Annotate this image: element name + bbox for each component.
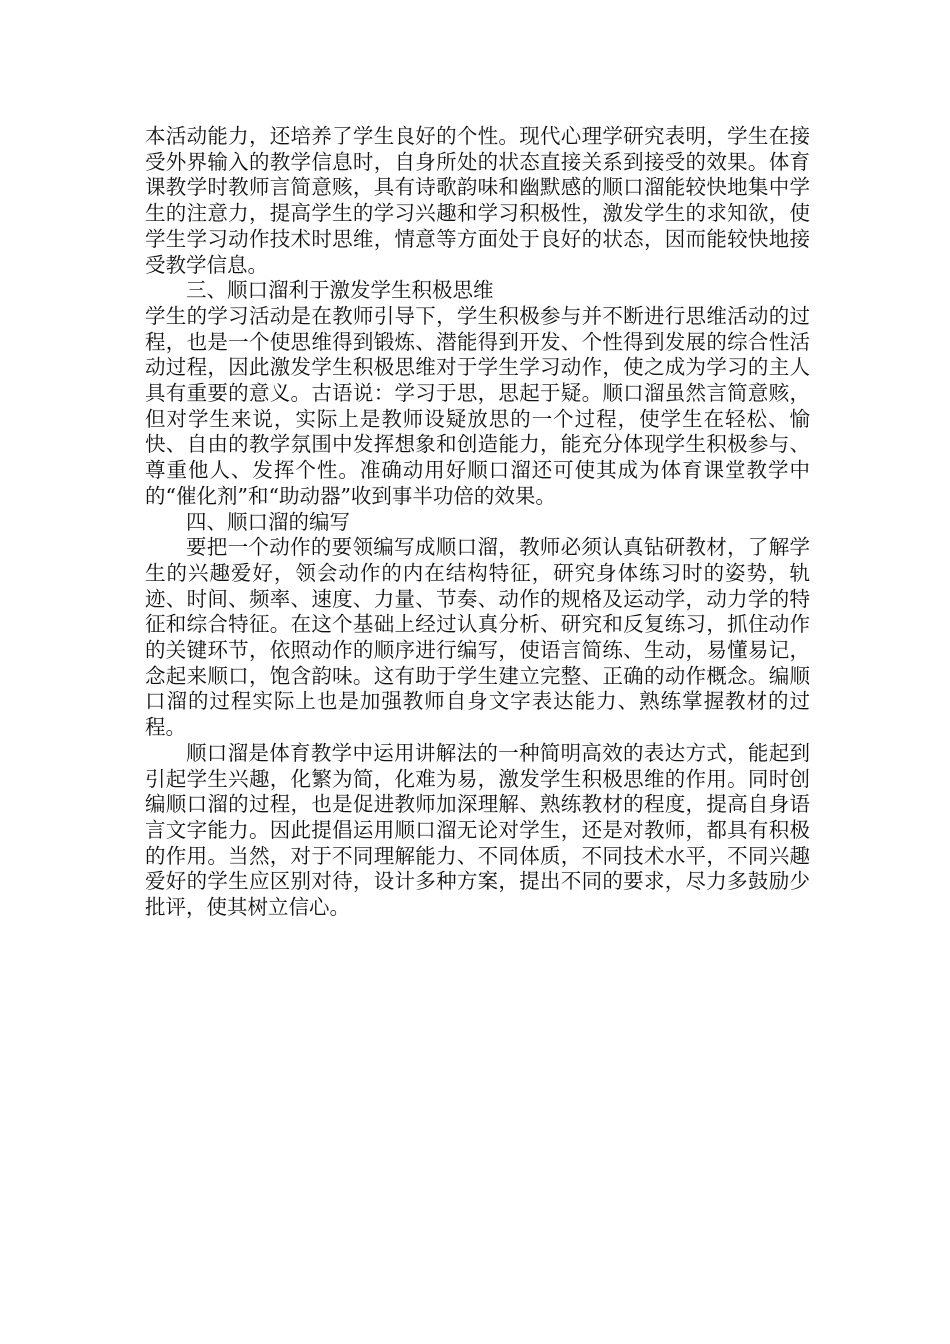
paragraph-writing-method: 要把一个动作的要领编写成顺口溜，教师必须认真钻研教材，了解学生的兴趣爱好，领会动作的内在结构特征，研究身体练习时的姿势，轨迹、时间、频率、速度、力量、节奏、动作的规格及运动学，动力学的特征和综合特征。在这个基础上经过认真分析、研究和反复练习，抓住动作的关键环节，依照动作的顺序进行编写，使语言简练、生动，易懂易记，念起来顺口，饱含韵味。这有助于学生建立完整、正确的动作概念。编顺口溜的过程实际上也是加强教师自身文字表达能力、熟练掌握教材的过程。 (145, 535, 810, 740)
section-heading-four: 四、顺口溜的编写 (186, 509, 350, 534)
paragraph-conclusion: 顺口溜是体育教学中运用讲解法的一种简明高效的表达方式，能起到引起学生兴趣，化繁为简，化难为易，激发学生积极思维的作用。同时创编顺口溜的过程，也是促进教师加深理解、熟练教材的程度，提高自身语言文字能力。因此提倡运用顺口溜无论对学生，还是对教师，都具有积极的作用。当然，对于不同理解能力、不同体质，不同技术水平，不同兴趣爱好的学生应区别对待，设计多种方案，提出不同的要求，尽力多鼓励少批评，使其树立信心。 (145, 740, 810, 920)
paragraph-personality: 本活动能力，还培养了学生良好的个性。现代心理学研究表明，学生在接受外界输入的教学信息时，自身所处的状态直接关系到接受的效果。体育课教学时教师言简意赅，具有诗歌韵味和幽默感的顺口溜能较快地集中学生的注意力，提高学生的学习兴趣和学习积极性，激发学生的求知欲，使学生学习动作技术时思维，情意等方面处于良好的状态，因而能较快地接受教学信息。 (145, 124, 810, 277)
document-body (145, 124, 810, 921)
section-heading-three: 三、顺口溜利于激发学生积极思维 (186, 278, 494, 303)
paragraph-active-thinking: 学生的学习活动是在教师引导下，学生积极参与并不断进行思维活动的过程，也是一个使思维得到锻炼、潜能得到开发、个性得到发展的综合性活动过程，因此激发学生积极思维对于学生学习动作，使之成为学习的主人具有重要的意义。古语说：学习于思，思起于疑。顺口溜虽然言简意赅，但对学生来说，实际上是教师设疑放思的一个过程，使学生在轻松、愉快、自由的教学氛围中发挥想象和创造能力，能充分体现学生积极参与、尊重他人、发挥个性。准确动用好顺口溜还可使其成为体育课堂教学中的“催化剂”和“助动器”收到事半功倍的效果。 (145, 303, 810, 508)
